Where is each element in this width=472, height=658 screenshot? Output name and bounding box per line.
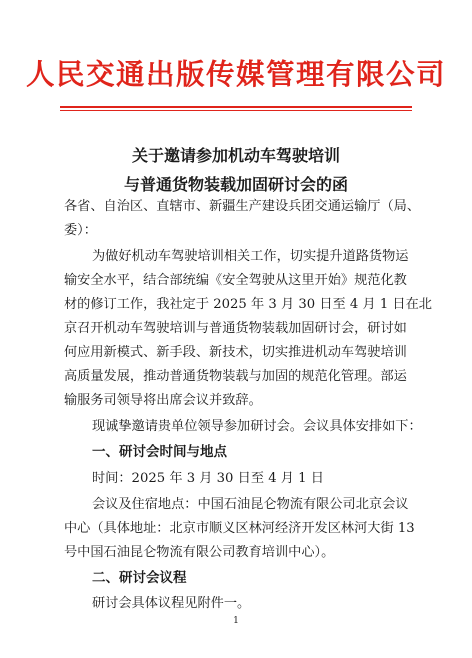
paragraph-1-line-2: 输安全水平，结合部统编《安全驾驶从这里开始》规范化教 [64, 273, 407, 288]
paragraph-2-line-1: 现诚挚邀请贵单位领导参加研讨会。会议具体安排如下： [92, 419, 422, 434]
meeting-venue-line-2: 中心（具体地址：北京市顺义区林河经济开发区林河大街 13 [64, 521, 415, 536]
section-heading-agenda: 二、研讨会议程 [92, 570, 187, 586]
letterhead-rule-thick [60, 106, 412, 108]
meeting-venue-line-3: 号中国石油昆仑物流有限公司教育培训中心）。 [64, 545, 335, 560]
addressee-line-1: 各省、自治区、直辖市、新疆生产建设兵团交通运输厅（局、 [64, 199, 421, 214]
paragraph-1-line-6: 高质量发展，推动普通货物装载与加固的规范化管理。部运 [64, 369, 407, 384]
paragraph-1-line-1: 为做好机动车驾驶培训相关工作，切实提升道路货物运 [92, 249, 409, 264]
page-number: 1 [233, 616, 239, 626]
document-title-line-2: 与普通货物装载加固研讨会的函 [123, 175, 348, 194]
meeting-time-line: 时间：2025 年 3 月 30 日至 4 月 1 日 [92, 471, 324, 486]
agenda-reference-line: 研讨会具体议程见附件一。 [92, 596, 251, 611]
document-title-line-1: 关于邀请参加机动车驾驶培训 [131, 146, 340, 165]
letterhead-rule-thin [60, 110, 412, 111]
meeting-venue-line-1: 会议及住宿地点：中国石油昆仑物流有限公司北京会议 [92, 497, 409, 512]
section-heading-time-location: 一、研讨会时间与地点 [92, 444, 227, 460]
paragraph-1-line-7: 输服务司领导将出席会议并致辞。 [64, 393, 262, 408]
paragraph-1-line-5: 何应用新模式、新手段、新技术，切实推进机动车驾驶培训 [64, 345, 407, 360]
paragraph-1-line-3: 材的修订工作，我社定于 2025 年 3 月 30 日至 4 月 1 日在北 [64, 297, 432, 312]
addressee-line-2: 委）： [64, 223, 97, 238]
paragraph-1-line-4: 京召开机动车驾驶培训与普通货物装载加固研讨会，研讨如 [64, 321, 407, 336]
letterhead-org-name: 人民交通出版传媒管理有限公司 [25, 58, 446, 91]
